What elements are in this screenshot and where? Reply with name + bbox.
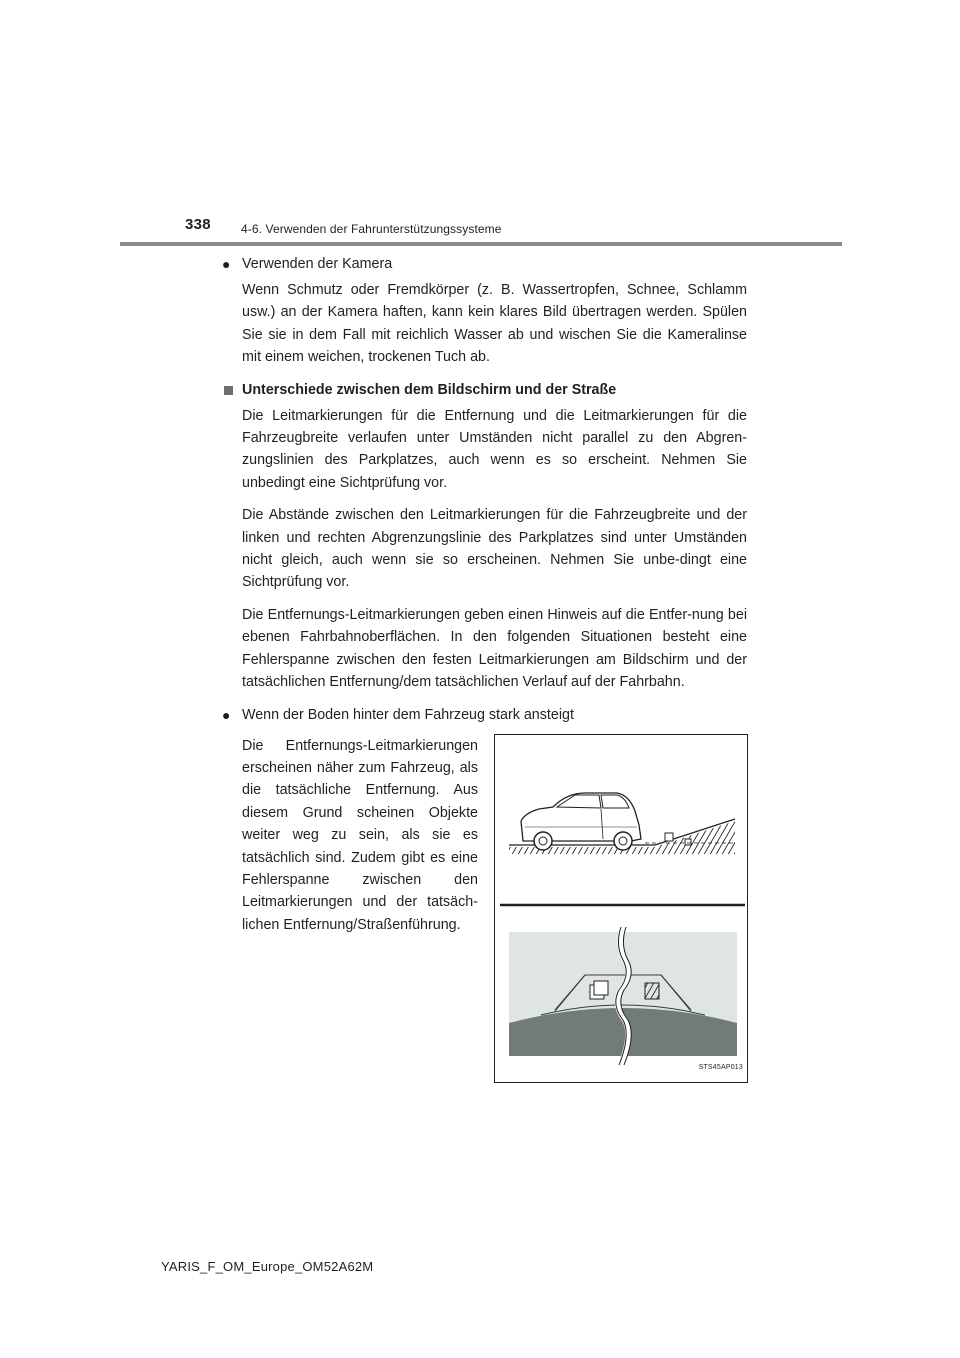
figure-code: STS45AP013 <box>698 1063 743 1071</box>
car-on-slope-drawing <box>509 793 735 855</box>
section-title: 4-6. Verwenden der Fahrunterstützungssysteme <box>241 222 502 236</box>
item-steep-ground <box>222 704 747 1091</box>
illustration-drawing <box>495 735 749 1084</box>
paragraph: Wenn Schmutz oder Fremdkörper (z. B. Wassertropfen, Schnee, Schlamm usw.) an der Kamera haften, kann kein klares Bild übertragen werden. Spülen Sie sie in dem Fall mit reichlich Wasser ab und wischen Sie die Kameralinse mit einem weichen, trockenen Tuch ab. <box>242 282 747 366</box>
camera-view-drawing <box>509 927 737 1065</box>
paragraph: Die Abstände zwischen den Leitmarkierungen für die Fahrzeugbreite und der linken und rechten Abgrenzungslinie des Parkplatzes sind unter Umständen nicht gleich, auch wenn sie so erscheinen. Nehmen Sie unbe-dingt eine Sichtprüfung vor. <box>242 507 747 591</box>
item-title: Wenn der Boden hinter dem Fahrzeug stark ansteigt <box>242 706 574 723</box>
item-screen-road-differences <box>222 379 747 694</box>
paragraph: Die Entfernungs-Leitmarkierungen geben einen Hinweis auf die Entfer-nung bei ebenen Fahrbahnoberflächen. In den folgenden Situationen besteht eine Fehlerspanne zwischen den festen Leitmarkierungen am Bildschirm und der tatsächlichen Entfernung/dem tatsächlichen Verlauf auf der Fahrbahn. <box>242 606 747 691</box>
bullet-icon: ● <box>222 256 231 272</box>
square-bullet-icon <box>224 386 233 395</box>
item-title: Verwenden der Kamera <box>242 256 393 272</box>
header-divider <box>120 242 842 246</box>
item-camera-usage <box>222 253 747 369</box>
text-figure-row <box>222 731 747 1091</box>
bullet-icon: ● <box>222 706 231 723</box>
page-number: 338 <box>185 216 211 233</box>
footer-document-id: YARIS_F_OM_Europe_OM52A62M <box>161 1259 374 1274</box>
paragraph: Die Leitmarkierungen für die Entfernung und die Leitmarkierungen für die Fahrzeugbreite verlaufen unter Umständen nicht parallel zu den Abgren-zungslinien des Parkplatzes, auch wenn es so erscheint. Nehmen Sie unbedingt eine Sichtprüfung vor. <box>242 407 747 491</box>
item-title: Unterschiede zwischen dem Bildschirm und der Straße <box>242 381 617 398</box>
page-content <box>222 253 747 1091</box>
illustration-figure <box>494 734 748 1083</box>
paragraph: Die Entfernungs-Leitmarkierungen erscheinen näher zum Fahrzeug, als die tatsächliche Entfernung. Aus diesem Grund scheinen Objekte weiter weg zu sein, als sie es tatsächlich sind. Zudem gibt es eine Fehlerspanne zwischen den Leitmarkierungen und der tatsäch-lichen Entfernung/Straßenführung. <box>242 737 478 933</box>
